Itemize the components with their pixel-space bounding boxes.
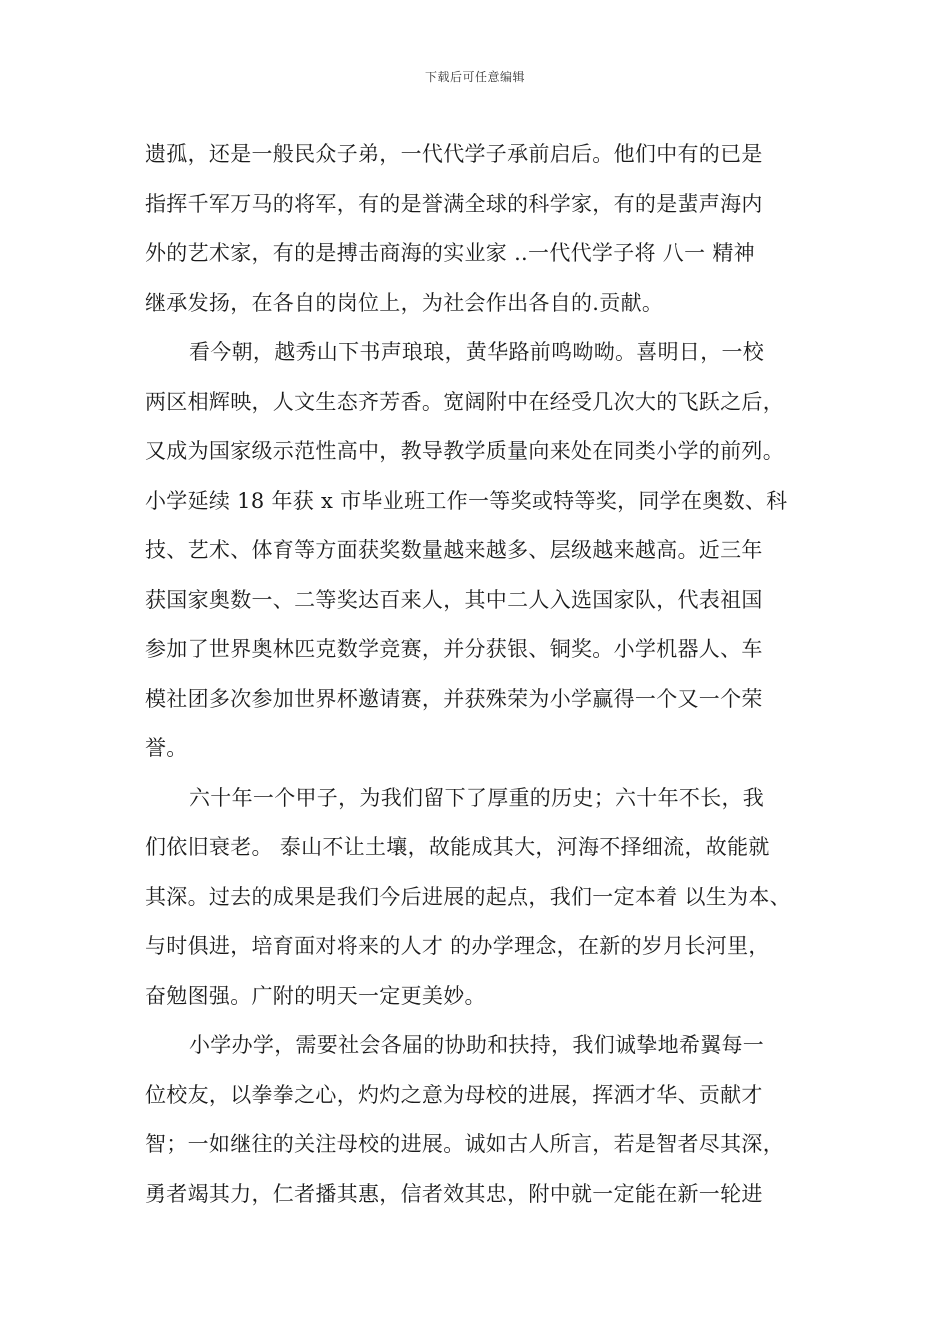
text-line: 两区相辉映，人文生态齐芳香。宽阔附中在经受几次大的飞跃之后， — [145, 389, 784, 414]
text-line: 指挥千军万马的将军，有的是誉满全球的科学家，有的是蜚声海内 — [145, 191, 763, 216]
text-line: 遗孤，还是一般民众子弟，一代代学子承前启后。他们中有的已是 — [145, 142, 763, 166]
text-line: 获国家奥数一、二等奖达百来人，其中二人入选国家队，代表祖国 — [145, 587, 763, 612]
text-line: 看今朝，越秀山下书声琅琅，黄华路前鸣呦呦。喜明日，一校 — [189, 340, 765, 364]
text-line: 技、艺术、体育等方面获奖数量越来越多、层级越来越高。近三年 — [145, 538, 763, 562]
text-line: 其深。过去的成果是我们今后进展的起点，我们一定本着 以生为本、 — [145, 884, 791, 909]
text-line: 六十年一个甲子，为我们留下了厚重的历史；六十年不长，我 — [189, 785, 765, 810]
text-line: 誉。 — [145, 736, 188, 760]
paragraph-1 — [145, 130, 825, 328]
text-line: 与时俱进，培育面对将来的人才 的办学理念，在新的岁月长河里， — [145, 934, 770, 958]
paragraph-3 — [145, 774, 825, 1022]
paragraph-2 — [145, 328, 825, 774]
text-line: 小学延续 18 年获 x 市毕业班工作一等奖或特等奖，同学在奥数、科 — [145, 488, 788, 513]
document-body — [145, 130, 825, 1219]
text-line: 外的艺术家，有的是搏击商海的实业家 ..一代代学子将 八一 精神 — [145, 241, 755, 265]
paragraph-4 — [145, 1021, 825, 1219]
page-header: 下载后可任意编辑 — [424, 70, 525, 84]
text-line: 又成为国家级示范性高中，教导教学质量向来处在同类小学的前列。 — [145, 439, 784, 463]
text-line: 奋勉图强。广附的明天一定更美妙。 — [145, 983, 486, 1008]
text-line: 智；一如继往的关注母校的进展。诚如古人所言，若是智者尽其深， — [145, 1132, 784, 1156]
text-line: 继承发扬，在各自的岗位上，为社会作出各自的.贡献。 — [145, 290, 664, 315]
text-line: 模社团多次参加世界杯邀请赛，并获殊荣为小学赢得一个又一个荣 — [145, 686, 763, 711]
text-line: 参加了世界奥林匹克数学竞赛，并分获银、铜奖。小学机器人、车 — [145, 637, 763, 661]
text-line: 勇者竭其力，仁者播其惠，信者效其忠，附中就一定能在新一轮进 — [145, 1181, 763, 1206]
text-line: 小学办学，需要社会各届的协助和扶持，我们诚挚地希翼每一 — [189, 1033, 765, 1057]
text-line: 位校友，以拳拳之心，灼灼之意为母校的进展，挥洒才华、贡献才 — [145, 1082, 763, 1107]
text-line: 们依旧衰老。 泰山不让土壤，故能成其大，河海不择细流，故能就 — [145, 835, 770, 859]
